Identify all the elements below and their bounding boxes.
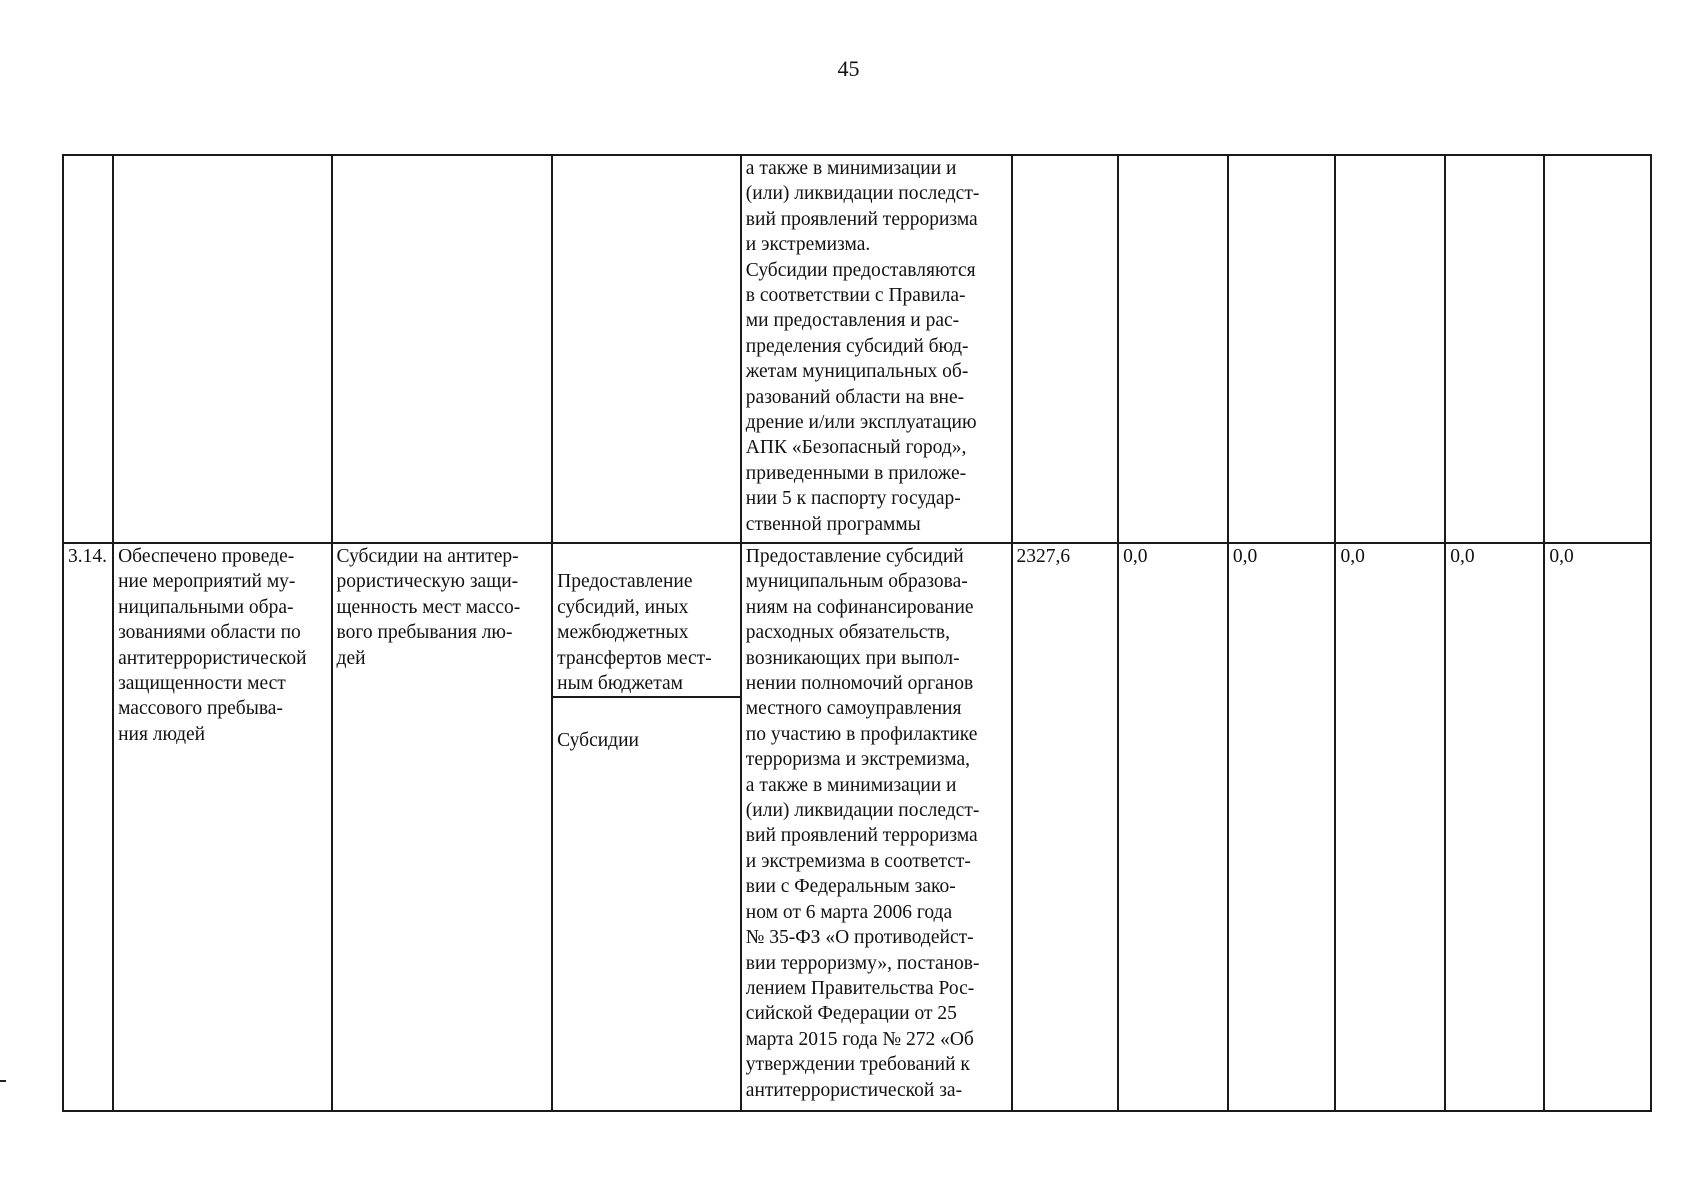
cell-value: 0,0 [1118, 543, 1228, 1111]
cell-form [552, 543, 741, 1111]
cell-number: 3.14. [63, 543, 113, 1111]
cell-description: Предоставление субсидий муниципальным образова- ниям на софинансирование расходных обязательств, возникающих при выпол- нении полномочий органов местного самоуправления по участию в профилактике терроризма и экстремизма, а также в минимизации и (или) ликвидации последст- вий проявлений терроризма и экстремизма в соответст- вии с Федеральным зако- ном от 6 марта 2006 года № 35-ФЗ «О противодейст- вии терроризму», постанов- лением Правительства Рос- сийской Федерации от 25 марта 2015 года № 272 «Об утверждении требований к антитеррористической за- [741, 543, 1012, 1111]
cell-measure [332, 155, 553, 543]
cell-description: а также в минимизации и (или) ликвидации последст- вий проявлений терроризма и экстремизма. Субсидии предоставляются в соответствии с Правила- ми предоставления и рас- пределения субсидий бюд- жетам муниципальных об- разований области на вне- дрение и/или эксплуатацию АПК «Безопасный город», приведенными в приложе- нии 5 к паспорту государ- ственной программы [741, 155, 1012, 543]
cell-result: Обеспечено проведе- ние мероприятий му- ниципальными обра- зованиями области по антитеррористической защищенности мест массового пребыва- ния людей [113, 543, 331, 1111]
page-number: 45 [837, 56, 860, 81]
margin-mark [0, 1080, 6, 1082]
cell-value [1445, 155, 1544, 543]
budget-table [62, 154, 1652, 1112]
cell-value [1012, 155, 1119, 543]
cell-value [1118, 155, 1228, 543]
cell-number [63, 155, 113, 543]
cell-measure: Субсидии на антитер- рористическую защи- щенность мест массо- вого пребывания лю- дей [332, 543, 553, 1111]
cell-value: 0,0 [1445, 543, 1544, 1111]
cell-value: 0,0 [1544, 543, 1651, 1111]
form-support-subtype: Субсидии [557, 729, 639, 751]
cell-form [552, 155, 741, 543]
table-row [63, 543, 1651, 1111]
cell-value [1544, 155, 1651, 543]
cell-value: 0,0 [1228, 543, 1336, 1111]
cell-value [1228, 155, 1336, 543]
cell-value [1335, 155, 1445, 543]
table-row [63, 155, 1651, 543]
form-support-type: Предоставление субсидий, иных межбюджетных трансфертов мест- ным бюджетам [553, 569, 740, 698]
cell-value: 0,0 [1335, 543, 1445, 1111]
cell-value: 2327,6 [1012, 543, 1119, 1111]
cell-result [113, 155, 331, 543]
